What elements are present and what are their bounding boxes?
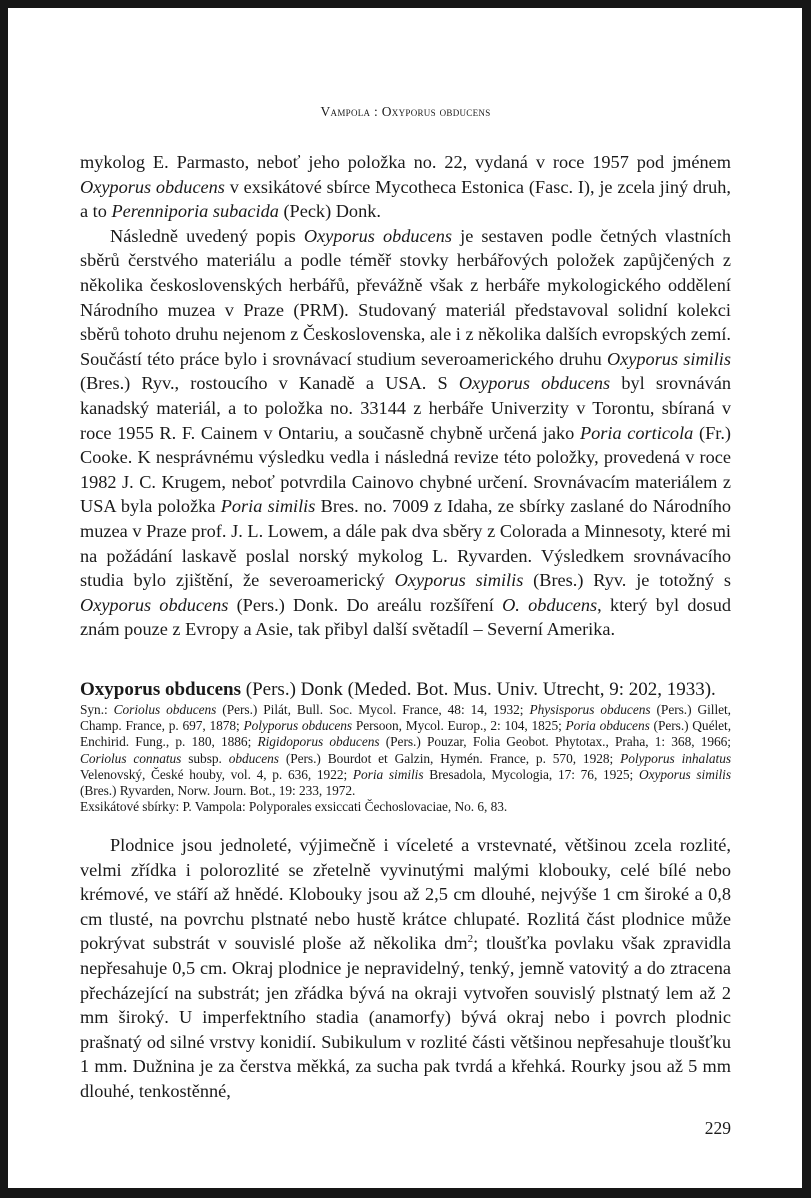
running-header: Vampola : Oxyporus obducens: [320, 104, 491, 119]
exsiccata: Exsikátové sbírky: P. Vampola: Polyporales exsiccati Čechoslovaciae, No. 6, 83.: [80, 799, 508, 815]
synonyms: Syn.: Coriolus obducens (Pers.) Pilát, Bull. Soc. Mycol. France, 48: 14, 1932; Physisporus obducens (Pers.) Gillet, Champ. France, p. 697, 1878; Polyporus obducens Persoon, Mycol. Europ., 2: 104, 1825; Poria obducens (Pers.) Quélet, Enchirid. Fung., p. 180, 1886; Rigidoporus obducens (Pers.) Pouzar, Folia Geobot. Phytotax., Praha, 1: 368, 1966; Coriolus connatus subsp. obducens (Pers.) Bourdot et Galzin, Hymén. France, p. 570, 1928; Polyporus inhalatus Velenovský, České houby, vol. 4, p. 636, 1922; Poria similis Bresadola, Mycologia, 17: 76, 1925; Oxyporus similis (Bres.) Ryvarden, Norw. Journ. Bot., 19: 233, 1972.: [80, 702, 732, 799]
species-heading: Oxyporus obducens (Pers.) Donk (Meded. Bot. Mus. Univ. Utrecht, 9: 202, 1933).: [80, 679, 716, 700]
text-block-description: [80, 833, 731, 1104]
paragraph-1: mykolog E. Parmasto, neboť jeho položka no. 22, vydaná v roce 1957 pod jménem Oxyporus obducens v exsikátové sbírce Mycotheca Estonica (Fasc. I), je zcela jiný druh, a to Perenniporia subacida (Peck) Donk.: [80, 152, 731, 222]
text-block-intro: [80, 150, 731, 642]
species-name: Oxyporus obducens: [80, 679, 242, 700]
paragraph-2: Následně uvedený popis Oxyporus obducens je sestaven podle četných vlastních sběrů čerstvého materiálu a podle téměř stovky herbářových položek zapůjčených z několika československých herbářů, převážně však z herbáře mykologického oddělení Národního muzea v Praze (PRM). Studovaný materiál představoval solidní kolekci sběrů tohoto druhu nejenom z Československa, ale i z několika dalších evropských zemí. Součástí této práce bylo i srovnávací studium severoamerického druhu Oxyporus similis (Bres.) Ryv., rostoucího v Kanadě a USA. S Oxyporus obducens byl srovnáván kanadský materiál, a to položka no. 33144 z herbáře Univerzity v Torontu, sbíraná v roce 1955 R. F. Cainem v Ontariu, a současně chybně určená jako Poria corticola (Fr.) Cooke. K nesprávnému výsledku vedla i následná revize této položky, provedená v roce 1982 J. C. Krugem, neboť potvrdila Cainovo chybné určení. Srovnávacím materiálem z USA byla položka Poria similis Bres. no. 7009 z Idaha, ze sbírky zaslané do Národního muzea v Praze prof. J. L. Lowem, a dále pak dva sběry z Colorada a Minnesoty, které mi na požádání laskavě poslal norský mykolog L. Ryvarden. Výsledkem srovnávacího studia bylo zjištění, že severoamerický Oxyporus similis (Bres.) Ryv. je totožný s Oxyporus obducens (Pers.) Donk. Do areálu rozšíření O. obducens, který byl dosud znám pouze z Evropy a Asie, tak přibyl další světadíl – Severní Amerika.: [80, 225, 732, 640]
page-number: 229: [704, 1118, 731, 1138]
species-block: [80, 678, 731, 815]
paragraph-description: Plodnice jsou jednoleté, výjimečně i víceleté a vrstevnaté, většinou zcela rozlité, velmi zřídka i polorozlité se zřetelně vyvinutými malými klobouky, celé bílé nebo krémové, ve stáří až hnědé. Klobouky jsou až 2,5 cm dlouhé, nejvýše 1 cm široké a 0,8 cm tlusté, na povrchu plstnaté nebo hustě krátce chlupaté. Rozlitá část plodnice může pokrývat substrát v souvislé ploše až několika $dm^2$; tloušťka povlaku však zpravidla nepřesahuje 0,5 cm. Okraj plodnice je nepravidelný, tenký, jemně vatovitý a do ztracena přecházející na substrát; jen zřádka bývá na okraji vytvořen souvislý plstnatý lem až 2 mm široký. U imperfektního stadia (anamorfy) bývá okraj nebo i povrch plodnic prašnatý od silné vrstvy konidií. Subikulum v rozlité části většinou nepřesahuje tloušťku 1 mm. Dužnina je za čerstva měkká, za sucha pak tvrdá a křehká. Rourky jsou až 5 mm dlouhé, tenkostěnné,: [80, 835, 731, 1101]
